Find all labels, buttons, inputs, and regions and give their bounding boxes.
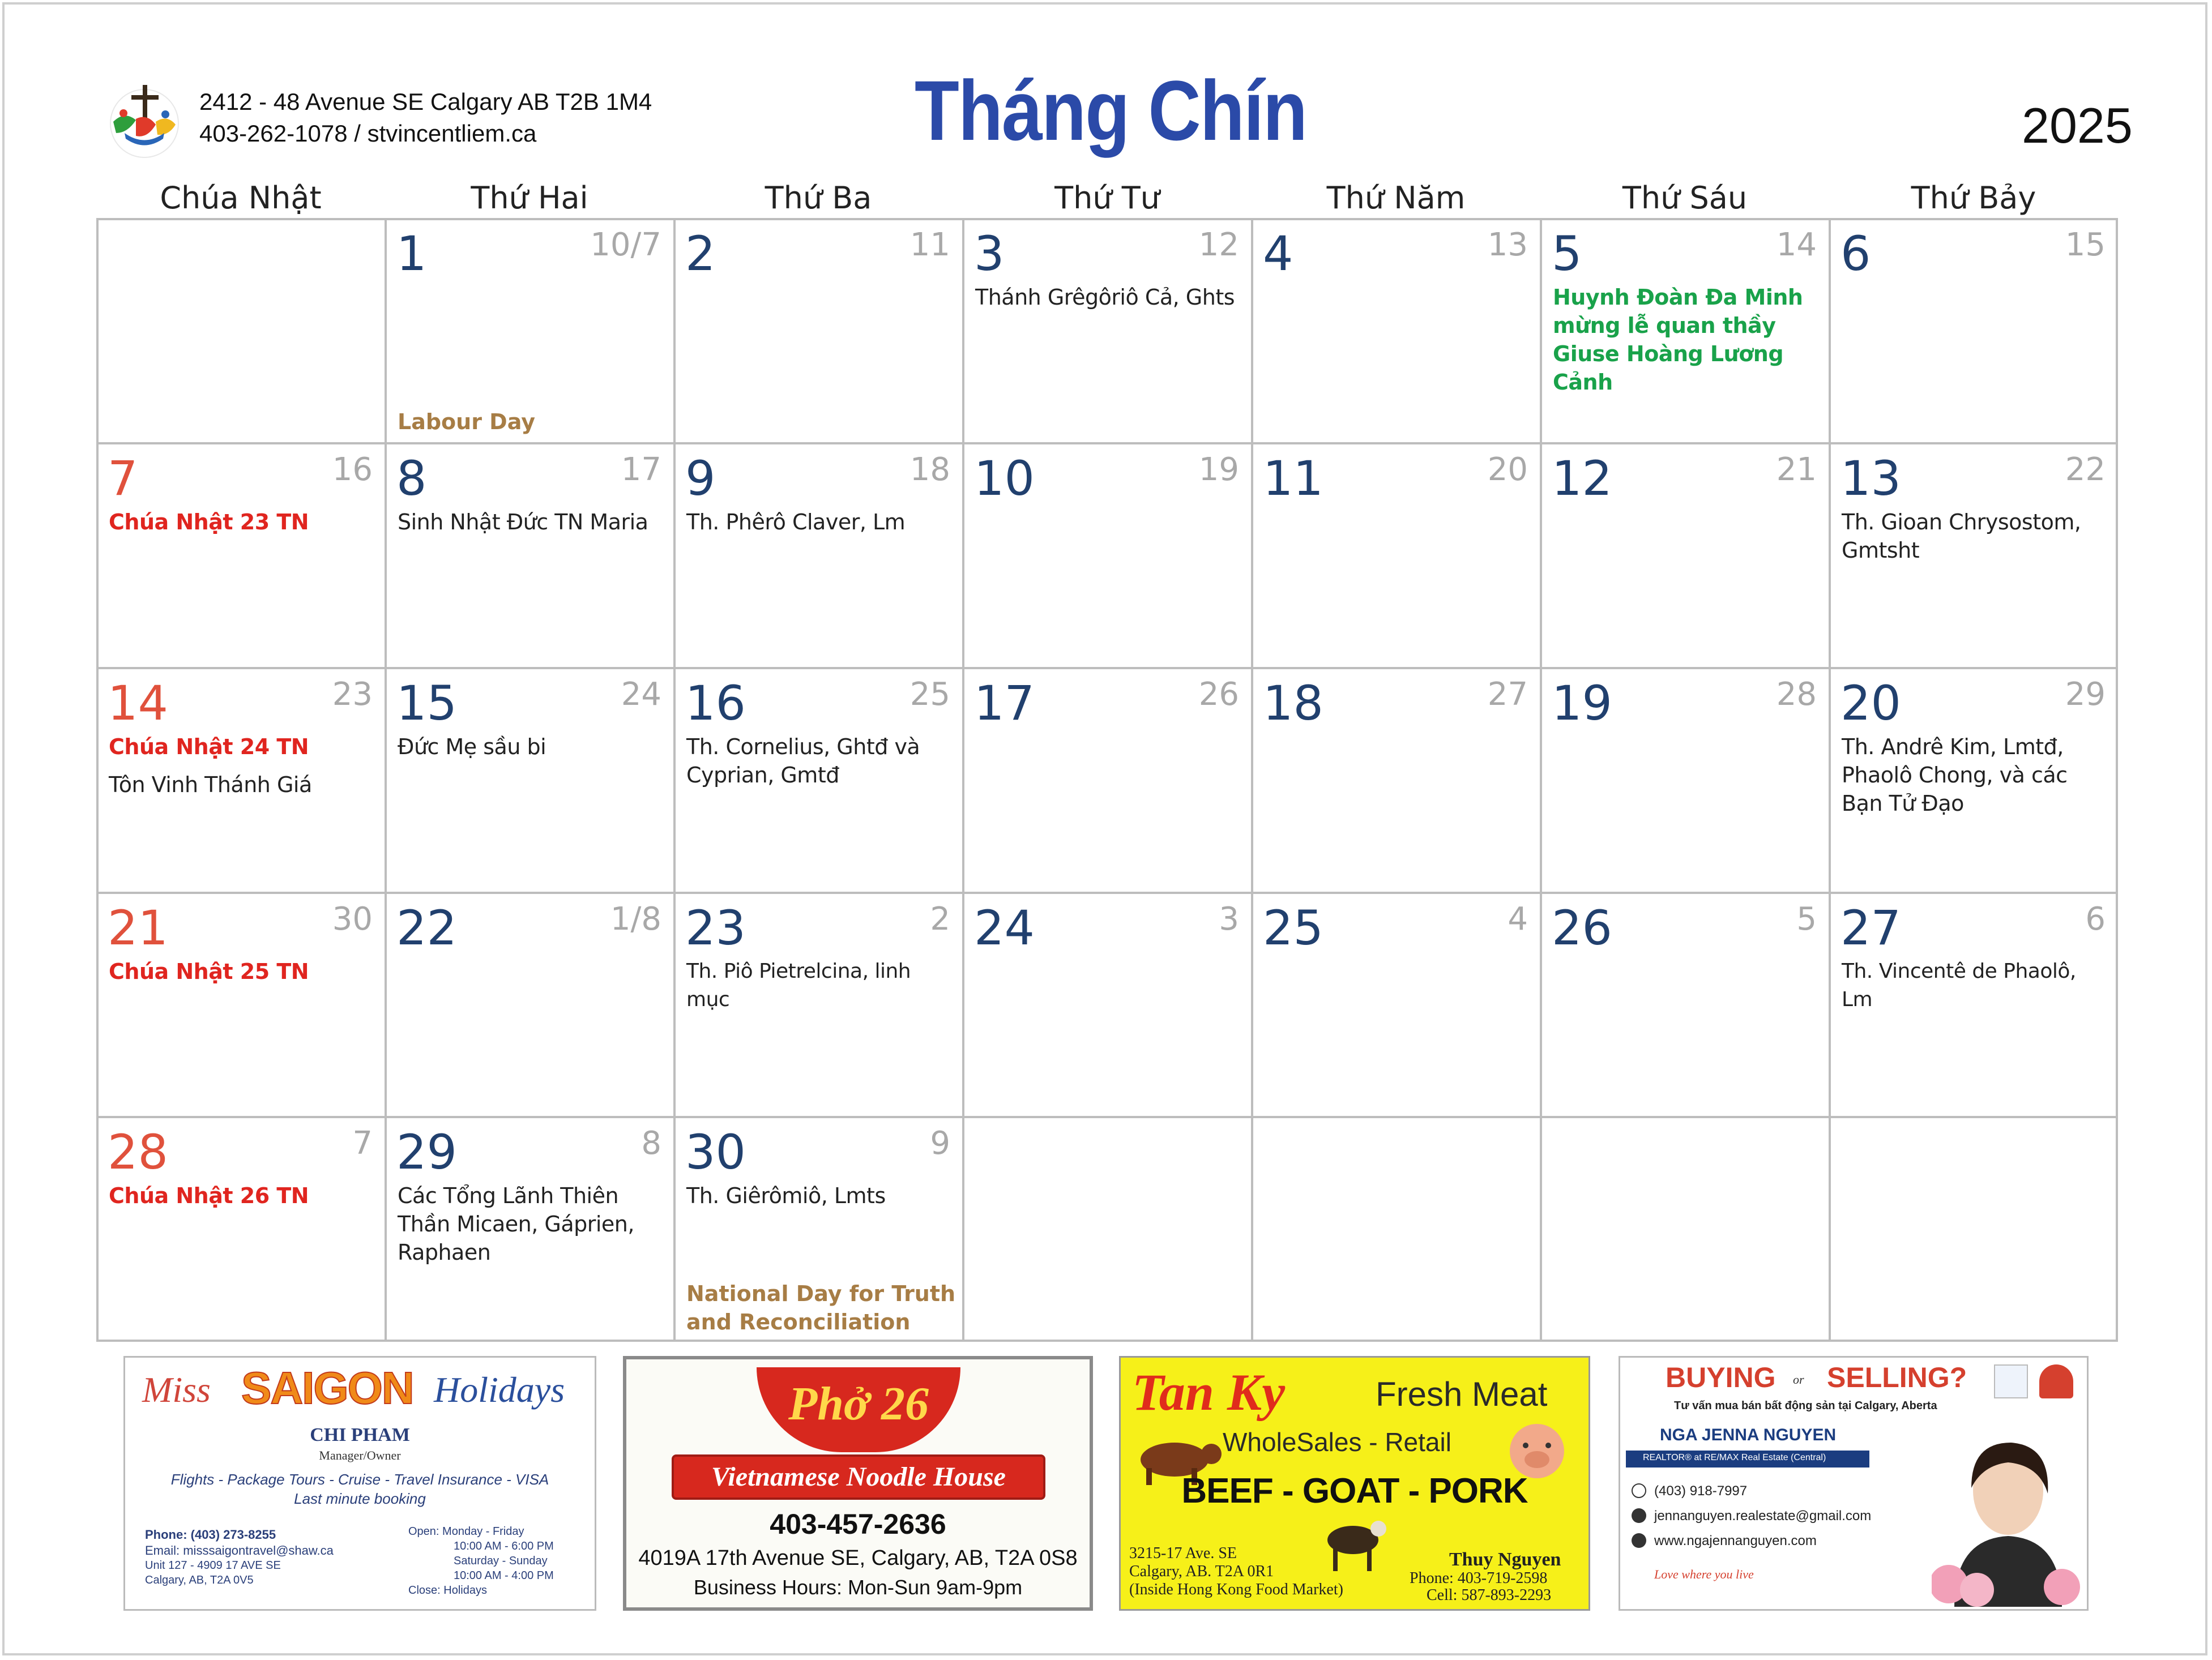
day-number: 5 (1552, 226, 1582, 281)
realtor-selling: SELLING? (1827, 1362, 1967, 1393)
weekday-sunday: Chúa Nhật (160, 180, 322, 216)
owner-name: CHI PHAM (310, 1424, 410, 1445)
goat-icon (1313, 1512, 1393, 1574)
hours-line: Close: Holidays (408, 1584, 487, 1597)
day-number: 7 (108, 451, 138, 506)
ad-realtor[interactable] (1619, 1356, 2089, 1611)
brand-saigon: SAIGON (241, 1363, 413, 1413)
email-icon (1632, 1508, 1646, 1523)
lunar-date: 10/7 (590, 226, 661, 263)
globe-icon (1632, 1533, 1646, 1548)
day-number: 16 (685, 675, 746, 731)
ad-miss-saigon[interactable] (123, 1356, 596, 1611)
pho-logo-text: Phở 26 (788, 1377, 929, 1430)
hours-line: 10:00 AM - 6:00 PM (454, 1540, 554, 1552)
feast-event: Th. Gioan Chrysostom, Gmtsht (1842, 510, 2081, 563)
day-cell-11[interactable] (1252, 443, 1540, 667)
feast-event: Các Tổng Lãnh Thiên Thần Micaen, Gáprien, Raphaen (398, 1183, 634, 1265)
day-cell-empty (963, 1116, 1252, 1341)
day-number: 25 (1263, 900, 1323, 956)
day-cell-15[interactable] (385, 668, 674, 892)
tanky-addr: (Inside Hong Kong Food Market) (1129, 1581, 1343, 1598)
pho-hours: Business Hours: Mon-Sun 9am-9pm (693, 1576, 1023, 1599)
phone-line: Phone: (403) 273-8255 (145, 1528, 276, 1542)
day-cell-3[interactable] (963, 218, 1252, 442)
day-cell-26[interactable] (1540, 892, 1829, 1116)
day-number: 28 (108, 1124, 168, 1180)
day-cell-28[interactable] (96, 1116, 385, 1341)
day-cell-27[interactable] (1829, 892, 2118, 1116)
day-cell-18[interactable] (1252, 668, 1540, 892)
realtor-or: or (1793, 1372, 1804, 1387)
lunar-date: 7 (352, 1125, 373, 1162)
tanky-sub: Fresh Meat (1376, 1375, 1548, 1413)
ad-pho-26[interactable] (623, 1356, 1093, 1611)
day-number: 21 (108, 900, 168, 956)
feast-event: Th. Phêrô Claver, Lm (686, 510, 906, 534)
owner-role: Manager/Owner (319, 1448, 401, 1462)
tanky-addr: Calgary, AB. T2A 0R1 (1129, 1563, 1274, 1580)
day-number: 15 (396, 675, 457, 731)
realtor-photo (1932, 1414, 2085, 1607)
day-cell-empty (1829, 1116, 2118, 1341)
day-cell-8[interactable] (385, 443, 674, 667)
day-cell-9[interactable] (674, 443, 963, 667)
lunar-date: 13 (1487, 226, 1528, 263)
city-line: Calgary, AB, T2A 0V5 (145, 1574, 254, 1586)
weekday-thursday: Thứ Năm (1326, 180, 1466, 216)
day-number: 14 (108, 675, 168, 731)
brand-holidays: Holidays (434, 1370, 565, 1410)
day-cell-17[interactable] (963, 668, 1252, 892)
ad-tan-ky[interactable] (1119, 1356, 1590, 1611)
weekday-monday: Thứ Hai (471, 180, 588, 216)
day-cell-25[interactable] (1252, 892, 1540, 1116)
feast-event: Sinh Nhật Đức TN Maria (398, 510, 648, 534)
lunar-date: 4 (1508, 901, 1528, 938)
day-number: 12 (1552, 451, 1612, 506)
realtor-buying: BUYING (1666, 1362, 1776, 1393)
sunday-event: Chúa Nhật 26 TN (109, 1183, 309, 1208)
feast-event: Th. Andrê Kim, Lmtđ, Phaolô Chong, và các Bạn Tử Đạo (1842, 734, 2068, 816)
community-event: Huynh Đoàn Đa Minh mừng lễ quan thầy Giuse Hoàng Lương Cảnh (1553, 285, 1803, 395)
day-number: 17 (974, 675, 1035, 731)
day-cell-7[interactable] (96, 443, 385, 667)
lunar-date: 21 (1776, 451, 1817, 488)
day-number: 1 (396, 226, 427, 281)
lunar-date: 20 (1487, 451, 1528, 488)
day-number: 9 (685, 451, 716, 506)
day-number: 26 (1552, 900, 1612, 956)
weekday-tuesday: Thứ Ba (765, 180, 872, 216)
email-line: Email: misssaigontravel@shaw.ca (145, 1543, 334, 1558)
holiday-note: Labour Day (398, 409, 535, 434)
lunar-date: 16 (332, 451, 373, 488)
day-cell-23[interactable] (674, 892, 963, 1116)
feast-event: Tôn Vinh Thánh Giá (109, 772, 312, 797)
day-cell-empty (1540, 1116, 1829, 1341)
lunar-date: 22 (2065, 451, 2106, 488)
lunar-date: 17 (621, 451, 661, 488)
day-number: 8 (396, 451, 427, 506)
lunar-date: 2 (930, 901, 950, 938)
year: 2025 (2022, 97, 2133, 153)
realtor-phone: (403) 918-7997 (1654, 1483, 1748, 1499)
day-cell-empty (1252, 1116, 1540, 1341)
lunar-date: 3 (1219, 901, 1239, 938)
realtor-web: www.ngajennanguyen.com (1654, 1533, 1817, 1548)
sunday-event: Chúa Nhật 25 TN (109, 959, 309, 984)
day-cell-6[interactable] (1829, 218, 2118, 442)
day-number: 10 (974, 451, 1035, 506)
lunar-date: 19 (1198, 451, 1239, 488)
day-number: 6 (1841, 226, 1871, 281)
lunar-date: 23 (332, 676, 373, 713)
day-cell-2[interactable] (674, 218, 963, 442)
feast-event: Thánh Grêgôriô Cả, Ghts (975, 285, 1235, 310)
day-number: 19 (1552, 675, 1612, 731)
day-cell-22[interactable] (385, 892, 674, 1116)
day-cell-19[interactable] (1540, 668, 1829, 892)
weekday-wednesday: Thứ Tư (1054, 180, 1160, 216)
tanky-addr: 3215-17 Ave. SE (1129, 1545, 1237, 1562)
lunar-date: 26 (1198, 676, 1239, 713)
day-number: 3 (974, 226, 1005, 281)
day-number: 4 (1263, 226, 1293, 281)
brand-miss: Miss (142, 1370, 211, 1410)
realtor-email: jennanguyen.realestate@gmail.com (1654, 1508, 1872, 1524)
hours-line: Open: Monday - Friday (408, 1525, 524, 1538)
lunar-date: 1/8 (610, 901, 661, 938)
lunar-date: 29 (2065, 676, 2106, 713)
feast-event: Th. Cornelius, Ghtđ và Cyprian, Gmtđ (686, 734, 920, 788)
lunar-date: 24 (621, 676, 661, 713)
day-cell-10[interactable] (963, 443, 1252, 667)
feast-event: Đức Mẹ sầu bi (398, 734, 546, 759)
address-line: 2412 - 48 Avenue SE Calgary AB T2B 1M4 (199, 88, 652, 115)
lunar-date: 18 (909, 451, 950, 488)
lunar-date: 27 (1487, 676, 1528, 713)
month-title: Tháng Chín (915, 63, 1307, 158)
remax-balloon-icon (2039, 1364, 2073, 1398)
lunar-date: 12 (1198, 226, 1239, 263)
day-number: 18 (1263, 675, 1323, 731)
services-line: Flights - Package Tours - Cruise - Travel Insurance - VISA (170, 1471, 549, 1488)
lunar-date: 6 (2085, 901, 2106, 938)
lunar-date: 5 (1796, 901, 1817, 938)
lunar-date: 8 (641, 1125, 661, 1162)
sunday-event: Chúa Nhật 24 TN (109, 734, 309, 759)
day-cell-empty (96, 218, 385, 442)
realtor-name: NGA JENNA NGUYEN (1660, 1426, 1837, 1444)
day-cell-13[interactable] (1829, 443, 2118, 667)
unit-line: Unit 127 - 4909 17 AVE SE (145, 1559, 281, 1572)
phone-website-line: 403-262-1078 / stvincentliem.ca (199, 120, 537, 147)
feast-event: Th. Giêrômiô, Lmts (686, 1183, 886, 1208)
day-number: 20 (1841, 675, 1901, 731)
day-cell-21[interactable] (96, 892, 385, 1116)
pho-address: 4019A 17th Avenue SE, Calgary, AB, T2A 0S8 (638, 1546, 1078, 1570)
lunar-date: 11 (909, 226, 950, 263)
tanky-brand: Tan Ky (1132, 1363, 1286, 1421)
day-cell-20[interactable] (1829, 668, 2118, 892)
pho-phone: 403-457-2636 (770, 1508, 946, 1540)
house-icon (1994, 1364, 2028, 1398)
day-cell-14[interactable] (96, 668, 385, 892)
sunday-event: Chúa Nhật 23 TN (109, 510, 309, 534)
holiday-note: National Day for Truth and Reconciliation (686, 1281, 956, 1334)
day-number: 30 (685, 1124, 746, 1180)
day-cell-24[interactable] (963, 892, 1252, 1116)
feast-event: Th. Piô Pietrelcina, linh mục (686, 960, 911, 1011)
day-cell-30[interactable] (674, 1116, 963, 1341)
hours-line: Saturday - Sunday (454, 1555, 548, 1567)
lunar-date: 28 (1776, 676, 1817, 713)
lunar-date: 15 (2065, 226, 2106, 263)
realtor-tagline: Tư vấn mua bán bất động sản tại Calgary, Aberta (1674, 1400, 1937, 1412)
day-cell-16[interactable] (674, 668, 963, 892)
day-number: 23 (685, 900, 746, 956)
hours-line: 10:00 AM - 4:00 PM (454, 1569, 554, 1582)
day-number: 13 (1841, 451, 1901, 506)
realtor-slogan: Love where you live (1654, 1567, 1754, 1581)
phone-icon (1632, 1483, 1646, 1498)
day-number: 24 (974, 900, 1035, 956)
tanky-cell: Cell: 587-893-2293 (1427, 1586, 1552, 1604)
parish-address (199, 86, 652, 149)
weekday-saturday: Thứ Bảy (1911, 180, 2036, 216)
lunar-date: 9 (930, 1125, 950, 1162)
day-number: 11 (1263, 451, 1323, 506)
day-cell-12[interactable] (1540, 443, 1829, 667)
lunar-date: 14 (1776, 226, 1817, 263)
lunar-date: 25 (909, 676, 950, 713)
weekday-friday: Thứ Sáu (1622, 180, 1748, 216)
day-number: 2 (685, 226, 716, 281)
booking-line: Last minute booking (294, 1490, 426, 1507)
day-number: 29 (396, 1124, 457, 1180)
tanky-meats: BEEF - GOAT - PORK (1181, 1471, 1528, 1511)
parish-logo (102, 79, 187, 164)
day-cell-4[interactable] (1252, 218, 1540, 442)
day-cell-29[interactable] (385, 1116, 674, 1341)
day-cell-5[interactable] (1540, 218, 1829, 442)
lunar-date: 30 (332, 901, 373, 938)
feast-event: Th. Vincentê de Phaolô, Lm (1842, 960, 2076, 1011)
tanky-owner: Thuy Nguyen (1449, 1549, 1561, 1570)
day-number: 22 (396, 900, 457, 956)
tanky-phone: Phone: 403-719-2598 (1410, 1569, 1548, 1587)
day-cell-1[interactable] (385, 218, 674, 442)
day-number: 27 (1841, 900, 1901, 956)
pho-banner-text: Vietnamese Noodle House (711, 1462, 1006, 1492)
calendar-grid (96, 218, 2118, 1342)
realtor-title: REALTOR® at RE/MAX Real Estate (Central) (1643, 1453, 1826, 1462)
tanky-sales: WholeSales - Retail (1223, 1427, 1451, 1457)
